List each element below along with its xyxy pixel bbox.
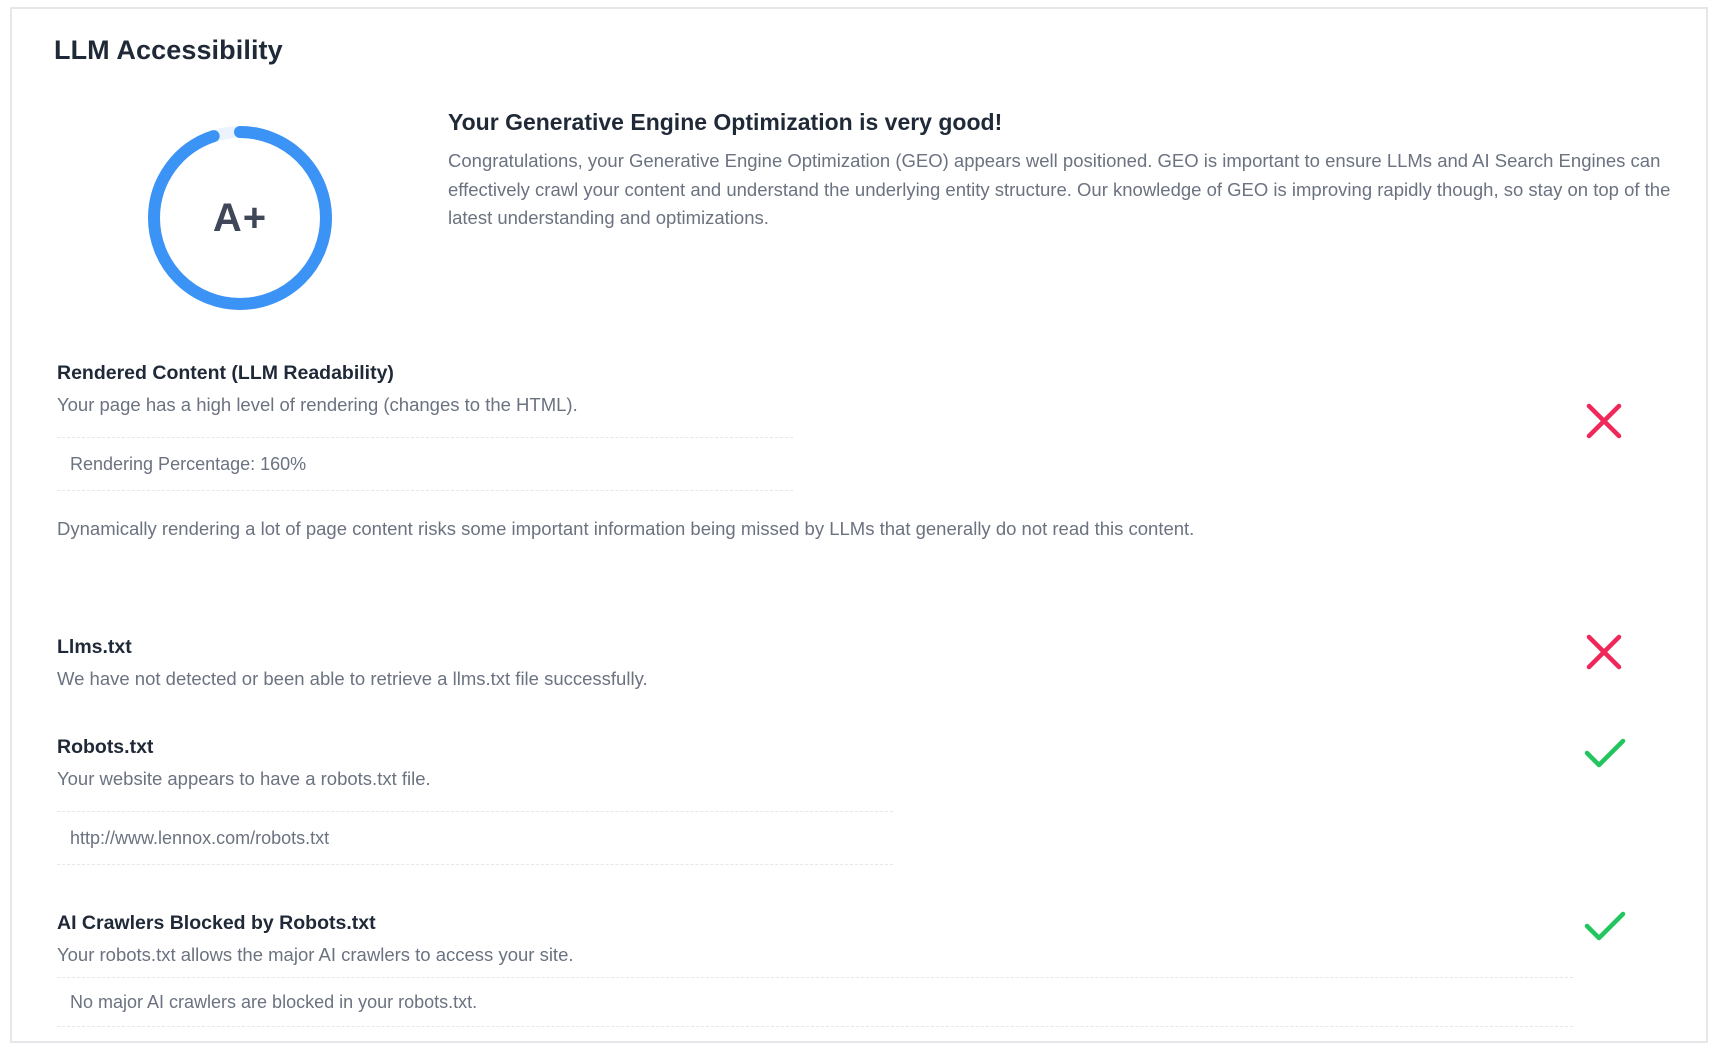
check-title: Robots.txt	[57, 736, 154, 758]
check-description: Your robots.txt allows the major AI crawlers to access your site.	[57, 944, 574, 965]
check-description: We have not detected or been able to retrieve a llms.txt file successfully.	[57, 668, 648, 689]
cross-icon	[1583, 631, 1625, 673]
check-ai-crawlers	[57, 909, 1677, 1027]
panel-title: LLM Accessibility	[54, 35, 283, 65]
checkmark-icon	[1584, 732, 1626, 774]
summary-section	[448, 105, 1678, 233]
check-title: AI Crawlers Blocked by Robots.txt	[57, 912, 376, 934]
score-grade: A+	[212, 195, 268, 240]
score-ring	[130, 108, 350, 328]
check-note: Dynamically rendering a lot of page content risks some important information being missed by LLMs that generally do not read this content.	[57, 518, 1195, 539]
check-description: Your page has a high level of rendering (changes to the HTML).	[57, 394, 578, 415]
check-title: Rendered Content (LLM Readability)	[57, 362, 394, 384]
robots-url-detail: http://www.lennox.com/robots.txt	[57, 811, 893, 865]
check-llms-txt	[57, 633, 1677, 693]
summary-title: Your Generative Engine Optimization is very good!	[448, 109, 1003, 135]
check-title: Llms.txt	[57, 636, 132, 658]
cross-icon	[1583, 400, 1625, 442]
llm-accessibility-panel	[10, 7, 1708, 1043]
rendering-percentage-detail: Rendering Percentage: 160%	[57, 437, 793, 491]
checkmark-icon	[1584, 905, 1626, 947]
check-description: Your website appears to have a robots.txt file.	[57, 768, 431, 789]
check-rendered-content	[57, 359, 1677, 543]
summary-text: Congratulations, your Generative Engine Optimization (GEO) appears well positioned. GEO is important to ensure LLMs and AI Search Engines can effectively crawl your content and understand the underlying entity structure. Our knowledge of GEO is improving rapidly though, so stay on top of the latest understanding and optimizations.	[448, 150, 1671, 228]
ai-crawlers-detail: No major AI crawlers are blocked in your robots.txt.	[57, 977, 1573, 1027]
check-robots-txt	[57, 733, 1677, 865]
